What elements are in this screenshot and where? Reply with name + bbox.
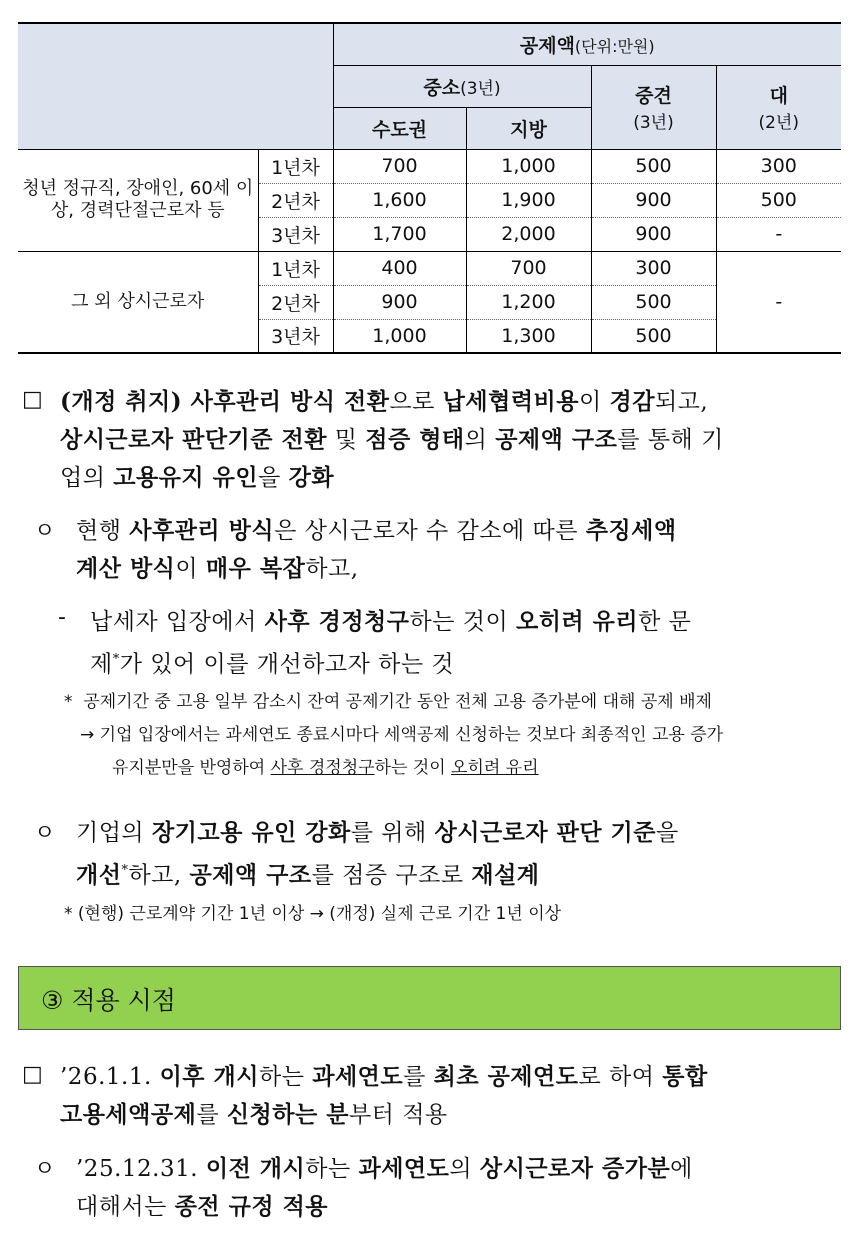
- table-cell: 400: [333, 251, 466, 285]
- header-sme: 중소(3년): [333, 65, 591, 107]
- table-cell: 1,900: [466, 183, 591, 217]
- table-cell: 2,000: [466, 217, 591, 251]
- group-youth-label: 청년 정규직, 장애인, 60세 이상, 경력단절근로자 등: [18, 149, 258, 251]
- section-header-application-timing: [18, 966, 841, 1030]
- table-cell: 700: [333, 149, 466, 183]
- prior-rule-text: ’25.12.31. 이전 개시하는 과세연도의 상시근로자 증가분에 대해서는 종전 규정 적용: [76, 1155, 693, 1220]
- deduction-table: [18, 22, 841, 354]
- taxpayer-text: 납세자 입장에서 사후 경정청구하는 것이 오히려 유리한 문 제*가 있어 이를 개선하고자 하는 것: [90, 608, 692, 678]
- table-cell: 500: [591, 319, 716, 353]
- dash-bullet: -: [58, 605, 66, 630]
- circle-bullet: ㅇ: [34, 821, 56, 846]
- circle-bullet: ㅇ: [34, 519, 56, 544]
- table-cell: 900: [591, 183, 716, 217]
- current-method-text: 현행 사후관리 방식은 상시근로자 수 감소에 따른 추징세액 계산 방식이 매우 복잡하고,: [76, 517, 677, 582]
- year-label: 1년차: [258, 251, 333, 285]
- table-cell: 900: [591, 217, 716, 251]
- footnote-criteria: * (현행) 근로계약 기간 1년 이상 → (개정) 실제 근로 기간 1년 이상: [64, 904, 562, 924]
- group-other-label: 그 외 상시근로자: [18, 251, 258, 353]
- header-blank: [18, 23, 333, 149]
- table-cell: -: [716, 251, 841, 353]
- revision-purpose-paragraph: (개정 취지) 사후관리 방식 전환으로 납세협력비용이 경감되고, 상시근로자 판단기준 전환 및 점증 형태의 공제액 구조를 통해 기 업의 고용유지 유인을 강화: [60, 388, 724, 491]
- table-cell: 1,200: [466, 285, 591, 319]
- table-cell: 900: [333, 285, 466, 319]
- application-timing-text: ’26.1.1. 이후 개시하는 과세연도를 최초 공제연도로 하여 통합 고용세액공제를 신청하는 분부터 적용: [60, 1063, 708, 1128]
- table-cell: 700: [466, 251, 591, 285]
- header-large: 대 (2년): [716, 65, 841, 149]
- header-deduction-amount: 공제액(단위:만원): [333, 23, 841, 65]
- table-cell: 500: [716, 183, 841, 217]
- table-cell: 1,300: [466, 319, 591, 353]
- table-cell: -: [716, 217, 841, 251]
- year-label: 2년차: [258, 285, 333, 319]
- long-term-employment-text: 기업의 장기고용 유인 강화를 위해 상시근로자 판단 기준을 개선*하고, 공제액 구조를 점증 구조로 재설계: [76, 819, 679, 889]
- header-capital: 수도권: [333, 107, 466, 149]
- table-cell: 1,600: [333, 183, 466, 217]
- table-cell: 300: [716, 149, 841, 183]
- box-bullet: □: [22, 1062, 43, 1087]
- table-cell: 1,000: [466, 149, 591, 183]
- circle-bullet: ㅇ: [34, 1157, 56, 1182]
- table-cell: 300: [591, 251, 716, 285]
- year-label: 1년차: [258, 149, 333, 183]
- footnote-deduction: * 공제기간 중 고용 일부 감소시 잔여 공제기간 동안 전체 고용 증가분에 대해 공제 배제 → 기업 입장에서는 과세연도 종료시마다 세액공제 신청하는 것보다 최종적인 고용 증가 유지분만을 반영하여 사후 경정청구하는 것이 오히려 유리: [64, 692, 724, 778]
- table-cell: 1,700: [333, 217, 466, 251]
- table-cell: 1,000: [333, 319, 466, 353]
- section-title: ③ 적용 시점: [41, 986, 176, 1015]
- year-label: 3년차: [258, 319, 333, 353]
- year-label: 3년차: [258, 217, 333, 251]
- header-midsize: 중견 (3년): [591, 65, 716, 149]
- table-cell: 500: [591, 149, 716, 183]
- table-cell: 500: [591, 285, 716, 319]
- header-local: 지방: [466, 107, 591, 149]
- box-bullet: □: [22, 387, 43, 412]
- year-label: 2년차: [258, 183, 333, 217]
